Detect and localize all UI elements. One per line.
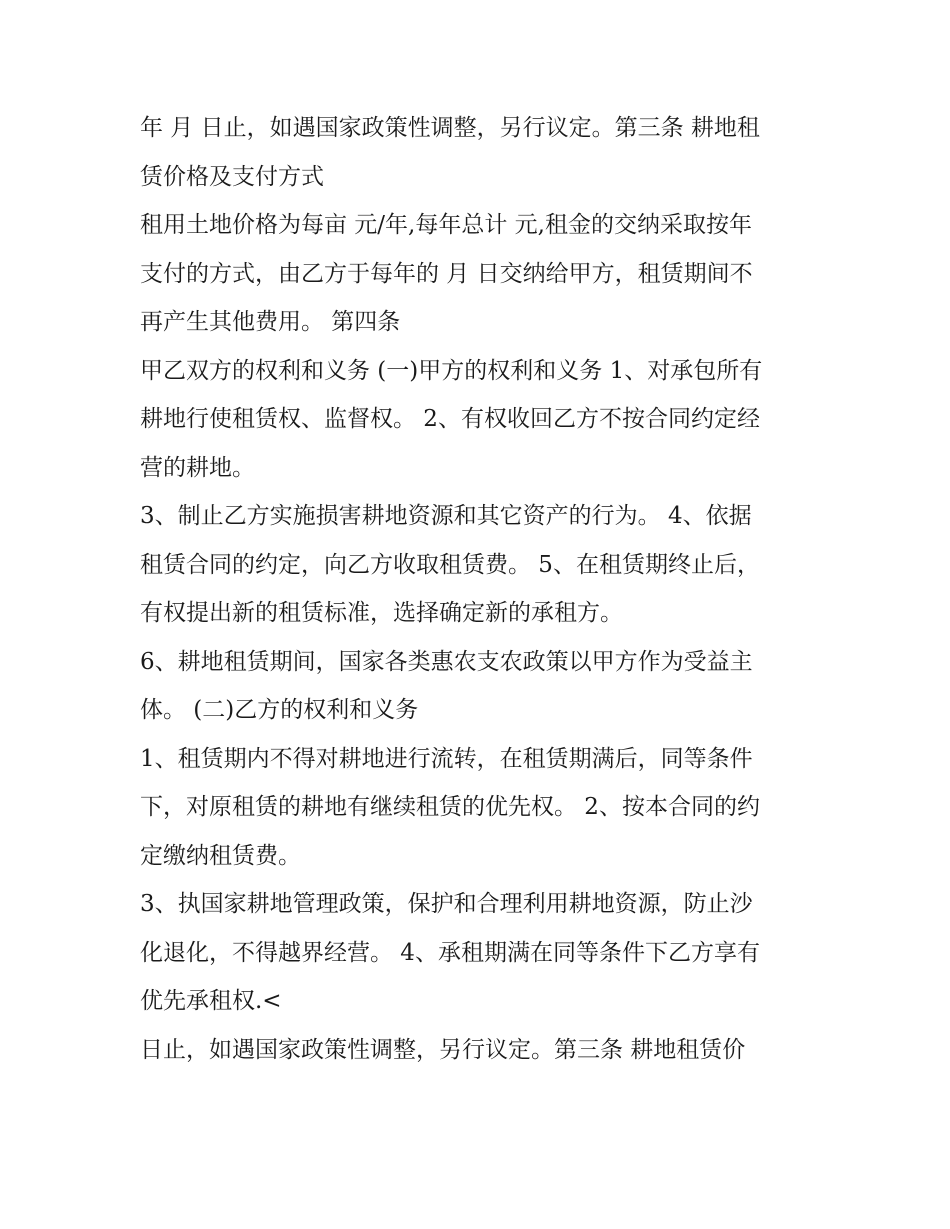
paragraph-4 <box>140 492 810 638</box>
text-line: 甲乙双方的权利和义务 (一)甲方的权利和义务 1、对承包所有 <box>140 357 763 384</box>
text-line: 3、执国家耕地管理政策，保护和合理利用耕地资源，防止沙 <box>140 891 753 917</box>
text-line: 耕地行使租赁权、监督权。 2、有权收回乙方不按合同约定经 <box>140 406 760 432</box>
paragraph-5 <box>140 638 810 735</box>
text-line: 化退化，不得越界经营。 4、承租期满在同等条件下乙方享有 <box>140 939 760 966</box>
text-line: 1、租赁期内不得对耕地进行流转，在租赁期满后，同等条件 <box>140 745 753 772</box>
paragraph-2 <box>140 201 810 347</box>
text-line: 优先承租权.< <box>140 988 282 1014</box>
text-line: 年 月 日止，如遇国家政策性调整，另行议定。第三条 耕地租 <box>140 115 760 141</box>
text-line: 6、耕地租赁期间，国家各类惠农支农政策以甲方作为受益主 <box>140 648 753 675</box>
paragraph-6 <box>140 735 810 881</box>
text-line: 营的耕地。 <box>140 454 255 481</box>
text-line: 租赁合同的约定，向乙方收取租赁费。 5、在租赁期终止后， <box>140 551 760 578</box>
text-line: 租用土地价格为每亩 元/年,每年总计 元,租金的交纳采取按年 <box>140 212 752 238</box>
text-line: 3、制止乙方实施损害耕地资源和其它资产的行为。 4、依据 <box>140 503 752 529</box>
paragraph-3 <box>140 347 810 493</box>
paragraph-8 <box>140 1026 810 1075</box>
text-line: 支付的方式，由乙方于每年的 月 日交纳给甲方，租赁期间不 <box>140 260 753 287</box>
text-line: 有权提出新的租赁标准，选择确定新的承租方。 <box>140 600 623 626</box>
text-line: 再产生其他费用。 第四条 <box>140 309 401 335</box>
text-line: 下，对原租赁的耕地有继续租赁的优先权。 2、按本合同的约 <box>140 794 760 820</box>
paragraph-7 <box>140 880 810 1026</box>
text-line: 定缴纳租赁费。 <box>140 842 301 869</box>
text-line: 日止，如遇国家政策性调整，另行议定。第三条 耕地租赁价 <box>140 1036 746 1063</box>
text-line: 体。 (二)乙方的权利和义务 <box>140 697 419 723</box>
paragraph-1 <box>140 104 810 201</box>
document-body <box>140 104 810 1074</box>
text-line: 赁价格及支付方式 <box>140 163 324 190</box>
